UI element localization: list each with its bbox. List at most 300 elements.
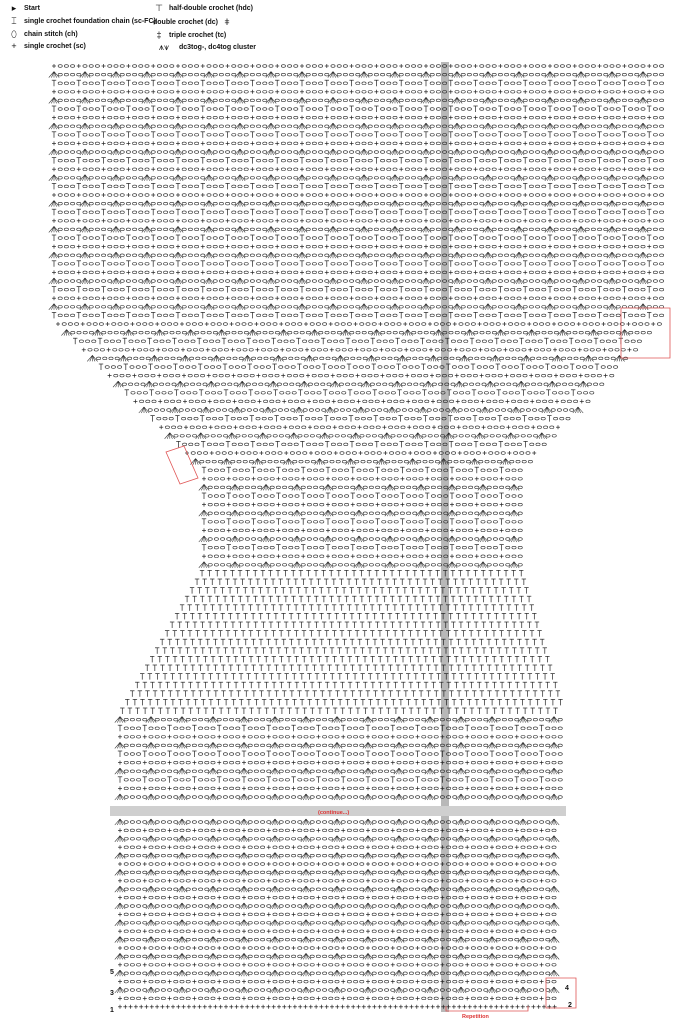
chain-stitch-mark <box>238 237 242 240</box>
chain-stitch-mark <box>653 82 657 85</box>
cluster-stitch-mark <box>576 252 581 258</box>
chain-stitch-mark <box>213 177 217 180</box>
chain-stitch-mark <box>232 82 236 85</box>
chain-stitch-mark <box>591 99 595 102</box>
chain-stitch-mark <box>492 237 496 240</box>
chain-stitch-mark <box>343 108 347 111</box>
chain-stitch-mark <box>399 202 403 205</box>
chain-stitch-mark <box>120 134 124 137</box>
chain-stitch-mark <box>306 159 310 162</box>
chain-stitch-mark <box>480 314 484 317</box>
chain-stitch-mark <box>542 211 546 214</box>
chain-stitch-mark <box>629 142 633 145</box>
cluster-stitch-mark <box>364 97 367 103</box>
chain-stitch-mark <box>238 263 242 266</box>
chain-stitch-mark <box>387 280 391 283</box>
chain-stitch-mark <box>430 99 434 102</box>
chain-stitch-mark <box>281 263 285 266</box>
chain-stitch-mark <box>498 177 502 180</box>
chain-icon: ⬯ <box>11 29 17 39</box>
chain-stitch-mark <box>176 331 180 334</box>
chain-stitch-mark <box>635 99 639 102</box>
chain-stitch-mark <box>579 108 583 111</box>
chain-stitch-mark <box>108 306 112 309</box>
cluster-stitch-mark <box>390 252 395 258</box>
chain-stitch-mark <box>465 323 469 326</box>
chain-stitch-mark <box>381 125 385 128</box>
cluster-stitch-mark <box>144 175 147 181</box>
cluster-stitch-mark <box>532 330 537 336</box>
chain-stitch-mark <box>629 237 633 240</box>
chain-stitch-mark <box>492 306 496 309</box>
chain-stitch-mark <box>387 263 391 266</box>
chain-stitch-mark <box>157 263 161 266</box>
cluster-stitch-mark <box>330 72 333 78</box>
chain-stitch-mark <box>164 331 168 334</box>
chain-stitch-mark <box>405 177 409 180</box>
cluster-stitch-mark <box>173 149 178 155</box>
chain-stitch-mark <box>188 271 192 274</box>
chain-stitch-mark <box>288 245 292 248</box>
cluster-stitch-mark <box>483 97 488 103</box>
chain-stitch-mark <box>368 314 372 317</box>
cluster-stitch-mark <box>581 123 586 129</box>
chain-stitch-mark <box>161 323 165 326</box>
chain-stitch-mark <box>412 331 416 334</box>
chain-stitch-mark <box>405 185 409 188</box>
chain-stitch-mark <box>641 245 645 248</box>
chain-stitch-mark <box>284 340 288 343</box>
chain-stitch-mark <box>560 254 564 257</box>
cluster-stitch-mark <box>116 97 119 103</box>
chain-stitch-mark <box>381 202 385 205</box>
chain-stitch-mark <box>331 65 335 68</box>
chain-stitch-mark <box>567 116 571 119</box>
chain-stitch-mark <box>616 288 620 291</box>
chain-stitch-mark <box>579 245 583 248</box>
chain-stitch-mark <box>120 108 124 111</box>
chain-stitch-mark <box>641 116 645 119</box>
cluster-stitch-mark <box>547 97 550 103</box>
chain-stitch-mark <box>213 99 217 102</box>
cluster-stitch-mark <box>67 330 72 336</box>
cluster-stitch-mark <box>142 252 147 258</box>
cluster-stitch-mark <box>147 278 150 284</box>
chain-stitch-mark <box>257 237 261 240</box>
cluster-stitch-mark <box>395 226 400 232</box>
chain-stitch-mark <box>102 73 106 76</box>
chain-stitch-mark <box>585 263 589 266</box>
chain-stitch-mark <box>616 125 620 128</box>
chain-stitch-mark <box>288 220 292 223</box>
chain-stitch-mark <box>635 194 639 197</box>
cluster-stitch-mark <box>426 97 431 103</box>
chain-stitch-mark <box>381 91 385 94</box>
chain-stitch-mark <box>177 357 181 360</box>
chain-stitch-mark <box>136 366 140 369</box>
cluster-stitch-mark <box>374 330 377 336</box>
chain-stitch-mark <box>137 323 141 326</box>
chain-stitch-mark <box>604 91 608 94</box>
chain-stitch-mark <box>157 245 161 248</box>
chain-stitch-mark <box>635 91 639 94</box>
chain-stitch-mark <box>387 228 391 231</box>
chain-stitch-mark <box>320 357 324 360</box>
chain-stitch-mark <box>95 194 99 197</box>
chain-stitch-mark <box>319 280 323 283</box>
chain-stitch-mark <box>621 349 625 352</box>
chain-stitch-mark <box>412 159 416 162</box>
cluster-stitch-mark <box>550 123 553 129</box>
cluster-stitch-mark <box>464 355 469 361</box>
chain-stitch-mark <box>257 211 261 214</box>
chain-stitch-mark <box>58 65 62 68</box>
chain-stitch-mark <box>564 323 568 326</box>
chain-stitch-mark <box>492 91 496 94</box>
cluster-stitch-mark <box>563 330 568 336</box>
chain-stitch-mark <box>331 288 335 291</box>
chain-stitch-mark <box>368 134 372 137</box>
chain-stitch-mark <box>238 91 242 94</box>
chain-stitch-mark <box>306 125 310 128</box>
chain-stitch-mark <box>133 263 137 266</box>
chain-stitch-mark <box>319 134 323 137</box>
chain-stitch-mark <box>505 134 509 137</box>
cluster-stitch-mark <box>588 330 593 336</box>
chain-stitch-mark <box>629 331 633 334</box>
chain-stitch-mark <box>455 185 459 188</box>
cluster-stitch-mark <box>54 123 59 129</box>
chain-stitch-mark <box>480 142 484 145</box>
cluster-stitch-mark <box>204 278 209 284</box>
chain-stitch-mark <box>213 194 217 197</box>
cluster-stitch-mark <box>144 149 147 155</box>
chain-stitch-mark <box>312 220 316 223</box>
chain-stitch-mark <box>312 280 316 283</box>
chain-stitch-mark <box>482 340 486 343</box>
chain-stitch-mark <box>306 331 310 334</box>
cluster-stitch-mark <box>209 201 214 207</box>
chain-stitch-mark <box>641 297 645 300</box>
cluster-stitch-mark <box>54 72 59 78</box>
chain-stitch-mark <box>611 357 615 360</box>
cluster-stitch-mark <box>361 97 364 103</box>
chain-stitch-mark <box>436 142 440 145</box>
chain-stitch-mark <box>542 134 546 137</box>
chain-stitch-mark <box>238 288 242 291</box>
chain-stitch-mark <box>170 134 174 137</box>
chain-stitch-mark <box>306 134 310 137</box>
cluster-stitch-mark <box>209 72 212 78</box>
chain-stitch-mark <box>418 237 422 240</box>
chain-stitch-mark <box>337 263 341 266</box>
cluster-stitch-mark <box>116 278 119 284</box>
chain-stitch-mark <box>486 314 490 317</box>
chain-stitch-mark <box>529 202 533 205</box>
cluster-stitch-mark <box>54 72 57 78</box>
chain-stitch-mark <box>219 73 223 76</box>
chain-stitch-mark <box>83 220 87 223</box>
cluster-stitch-mark <box>607 226 612 232</box>
chain-stitch-mark <box>418 151 422 154</box>
chain-stitch-mark <box>232 331 236 334</box>
chain-stitch-mark <box>660 108 664 111</box>
cluster-stitch-mark <box>588 355 591 361</box>
chain-stitch-mark <box>567 151 571 154</box>
chain-stitch-mark <box>323 323 327 326</box>
chain-stitch-mark <box>517 108 521 111</box>
chain-stitch-mark <box>108 263 112 266</box>
chain-stitch-mark <box>467 271 471 274</box>
cluster-stitch-mark <box>154 355 159 361</box>
chain-stitch-mark <box>95 271 99 274</box>
chain-stitch-mark <box>455 159 459 162</box>
chain-stitch-mark <box>393 288 397 291</box>
cluster-stitch-mark <box>307 355 310 361</box>
chain-stitch-mark <box>250 177 254 180</box>
chain-stitch-mark <box>244 99 248 102</box>
cluster-stitch-mark <box>433 355 436 361</box>
chain-stitch-mark <box>315 340 319 343</box>
chain-stitch-mark <box>368 151 372 154</box>
chain-stitch-mark <box>89 263 93 266</box>
chain-stitch-mark <box>591 91 595 94</box>
chain-stitch-mark <box>213 151 217 154</box>
chain-stitch-mark <box>610 220 614 223</box>
cluster-stitch-mark <box>483 175 488 181</box>
chain-stitch-mark <box>64 185 68 188</box>
cluster-stitch-mark <box>371 330 376 336</box>
chain-stitch-mark <box>169 349 173 352</box>
chain-stitch-mark <box>529 211 533 214</box>
cluster-stitch-mark <box>268 123 271 129</box>
chain-stitch-mark <box>164 65 168 68</box>
chain-stitch-mark <box>89 108 93 111</box>
chain-stitch-mark <box>124 323 128 326</box>
chain-stitch-mark <box>294 237 298 240</box>
chain-stitch-mark <box>219 151 223 154</box>
chain-stitch-mark <box>139 297 143 300</box>
chain-stitch-mark <box>226 306 230 309</box>
chain-stitch-mark <box>486 168 490 171</box>
cluster-stitch-mark <box>328 226 333 232</box>
chain-stitch-mark <box>387 99 391 102</box>
cluster-stitch-mark <box>364 201 369 207</box>
cluster-stitch-mark <box>390 97 395 103</box>
chain-stitch-mark <box>629 245 633 248</box>
chain-stitch-mark <box>306 194 310 197</box>
chain-stitch-mark <box>498 202 502 205</box>
chain-stitch-mark <box>517 237 521 240</box>
chain-stitch-mark <box>356 91 360 94</box>
chain-stitch-mark <box>542 297 546 300</box>
cluster-stitch-mark <box>302 149 305 155</box>
cluster-stitch-mark <box>240 175 245 181</box>
cluster-stitch-mark <box>209 201 212 207</box>
chain-stitch-mark <box>108 73 112 76</box>
chain-stitch-mark <box>629 228 633 231</box>
chain-stitch-mark <box>345 357 349 360</box>
chain-stitch-mark <box>133 271 137 274</box>
chain-stitch-mark <box>560 202 564 205</box>
chain-stitch-mark <box>616 271 620 274</box>
chain-stitch-mark <box>418 271 422 274</box>
chain-stitch-mark <box>585 168 589 171</box>
chain-stitch-mark <box>622 151 626 154</box>
chain-stitch-mark <box>554 331 558 334</box>
chain-stitch-mark <box>635 116 639 119</box>
chain-stitch-mark <box>455 194 459 197</box>
chain-stitch-mark <box>119 349 123 352</box>
chain-stitch-mark <box>188 177 192 180</box>
chain-stitch-mark <box>399 254 403 257</box>
chain-stitch-mark <box>174 323 178 326</box>
legend-label-hdc: half-double crochet (hdc) <box>169 5 253 12</box>
chain-stitch-mark <box>511 134 515 137</box>
chain-stitch-mark <box>164 91 168 94</box>
chain-stitch-mark <box>269 168 273 171</box>
chain-stitch-mark <box>399 228 403 231</box>
cluster-stitch-mark <box>488 123 493 129</box>
cluster-stitch-mark <box>612 72 617 78</box>
chain-stitch-mark <box>165 357 169 360</box>
chain-stitch-mark <box>368 288 372 291</box>
chain-stitch-mark <box>175 349 179 352</box>
cluster-stitch-mark <box>209 149 214 155</box>
chain-stitch-mark <box>523 99 527 102</box>
chain-stitch-mark <box>331 237 335 240</box>
chain-stitch-mark <box>244 280 248 283</box>
chain-stitch-mark <box>195 306 199 309</box>
chain-stitch-mark <box>393 82 397 85</box>
chain-stitch-mark <box>130 366 134 369</box>
chain-stitch-mark <box>387 331 391 334</box>
cluster-stitch-mark <box>147 252 152 258</box>
chain-stitch-mark <box>281 65 285 68</box>
cluster-stitch-mark <box>591 330 594 336</box>
cluster-stitch-mark <box>457 252 462 258</box>
chain-stitch-mark <box>139 194 143 197</box>
cluster-stitch-mark <box>116 304 119 310</box>
chain-stitch-mark <box>228 340 232 343</box>
chain-stitch-mark <box>376 357 380 360</box>
chain-stitch-mark <box>207 211 211 214</box>
chain-stitch-mark <box>111 366 115 369</box>
chain-stitch-mark <box>133 228 137 231</box>
chain-stitch-mark <box>89 168 93 171</box>
cluster-stitch-mark <box>421 175 426 181</box>
chain-stitch-mark <box>226 254 230 257</box>
chain-stitch-mark <box>498 151 502 154</box>
cluster-stitch-mark <box>519 97 522 103</box>
chain-stitch-mark <box>268 349 272 352</box>
chain-stitch-mark <box>261 323 265 326</box>
chain-stitch-mark <box>263 220 267 223</box>
chain-stitch-mark <box>71 65 75 68</box>
cluster-stitch-mark <box>519 175 524 181</box>
chain-stitch-mark <box>381 142 385 145</box>
chain-stitch-mark <box>629 116 633 119</box>
chain-stitch-mark <box>449 331 453 334</box>
cluster-stitch-mark <box>240 123 243 129</box>
chain-stitch-mark <box>585 116 589 119</box>
chain-stitch-mark <box>610 211 614 214</box>
cluster-stitch-mark <box>173 72 178 78</box>
chain-stitch-mark <box>560 151 564 154</box>
cluster-stitch-mark <box>640 201 643 207</box>
chain-stitch-mark <box>467 228 471 231</box>
chain-stitch-mark <box>64 254 68 257</box>
cluster-stitch-mark <box>266 97 271 103</box>
chain-stitch-mark <box>182 314 186 317</box>
cluster-stitch-mark <box>82 278 85 284</box>
chain-stitch-mark <box>629 202 633 205</box>
cluster-stitch-mark <box>423 123 426 129</box>
chain-stitch-mark <box>58 194 62 197</box>
chain-stitch-mark <box>290 340 294 343</box>
cluster-stitch-mark <box>452 97 457 103</box>
chain-stitch-mark <box>170 108 174 111</box>
chain-stitch-mark <box>312 185 316 188</box>
chain-stitch-mark <box>164 306 168 309</box>
cluster-stitch-mark <box>204 97 209 103</box>
chain-stitch-mark <box>573 306 577 309</box>
chain-stitch-mark <box>77 306 81 309</box>
chain-stitch-mark <box>340 340 344 343</box>
chain-stitch-mark <box>517 159 521 162</box>
chain-stitch-mark <box>660 297 664 300</box>
chain-stitch-mark <box>213 168 217 171</box>
chain-stitch-mark <box>461 220 465 223</box>
chain-stitch-mark <box>64 108 68 111</box>
cluster-stitch-mark <box>408 330 413 336</box>
cluster-stitch-mark <box>121 355 124 361</box>
cluster-stitch-mark <box>485 149 488 155</box>
chain-stitch-mark <box>517 331 521 334</box>
cluster-stitch-mark <box>111 226 116 232</box>
chain-stitch-mark <box>511 220 515 223</box>
cluster-stitch-mark <box>51 201 54 207</box>
chain-stitch-mark <box>560 91 564 94</box>
chain-stitch-mark <box>257 331 261 334</box>
cluster-stitch-mark <box>206 278 209 284</box>
chain-stitch-mark <box>362 271 366 274</box>
chain-stitch-mark <box>64 65 68 68</box>
cluster-stitch-mark <box>54 278 59 284</box>
chain-stitch-mark <box>511 73 515 76</box>
cluster-stitch-mark <box>328 175 333 181</box>
cluster-stitch-mark <box>483 252 488 258</box>
chain-stitch-mark <box>170 263 174 266</box>
chain-stitch-mark <box>653 228 657 231</box>
cluster-stitch-mark <box>421 304 426 310</box>
chain-stitch-mark <box>653 220 657 223</box>
chain-stitch-mark <box>139 134 143 137</box>
cluster-stitch-mark <box>271 175 274 181</box>
cluster-stitch-mark <box>439 330 442 336</box>
cluster-stitch-mark <box>431 355 434 361</box>
cluster-stitch-mark <box>54 201 59 207</box>
chain-stitch-mark <box>192 366 196 369</box>
cluster-stitch-mark <box>333 175 336 181</box>
cluster-stitch-mark <box>126 330 129 336</box>
chain-stitch-mark <box>213 220 217 223</box>
chain-stitch-mark <box>362 108 366 111</box>
chain-stitch-mark <box>641 82 645 85</box>
chain-stitch-mark <box>610 331 614 334</box>
chain-stitch-mark <box>635 211 639 214</box>
cluster-stitch-mark <box>550 304 553 310</box>
